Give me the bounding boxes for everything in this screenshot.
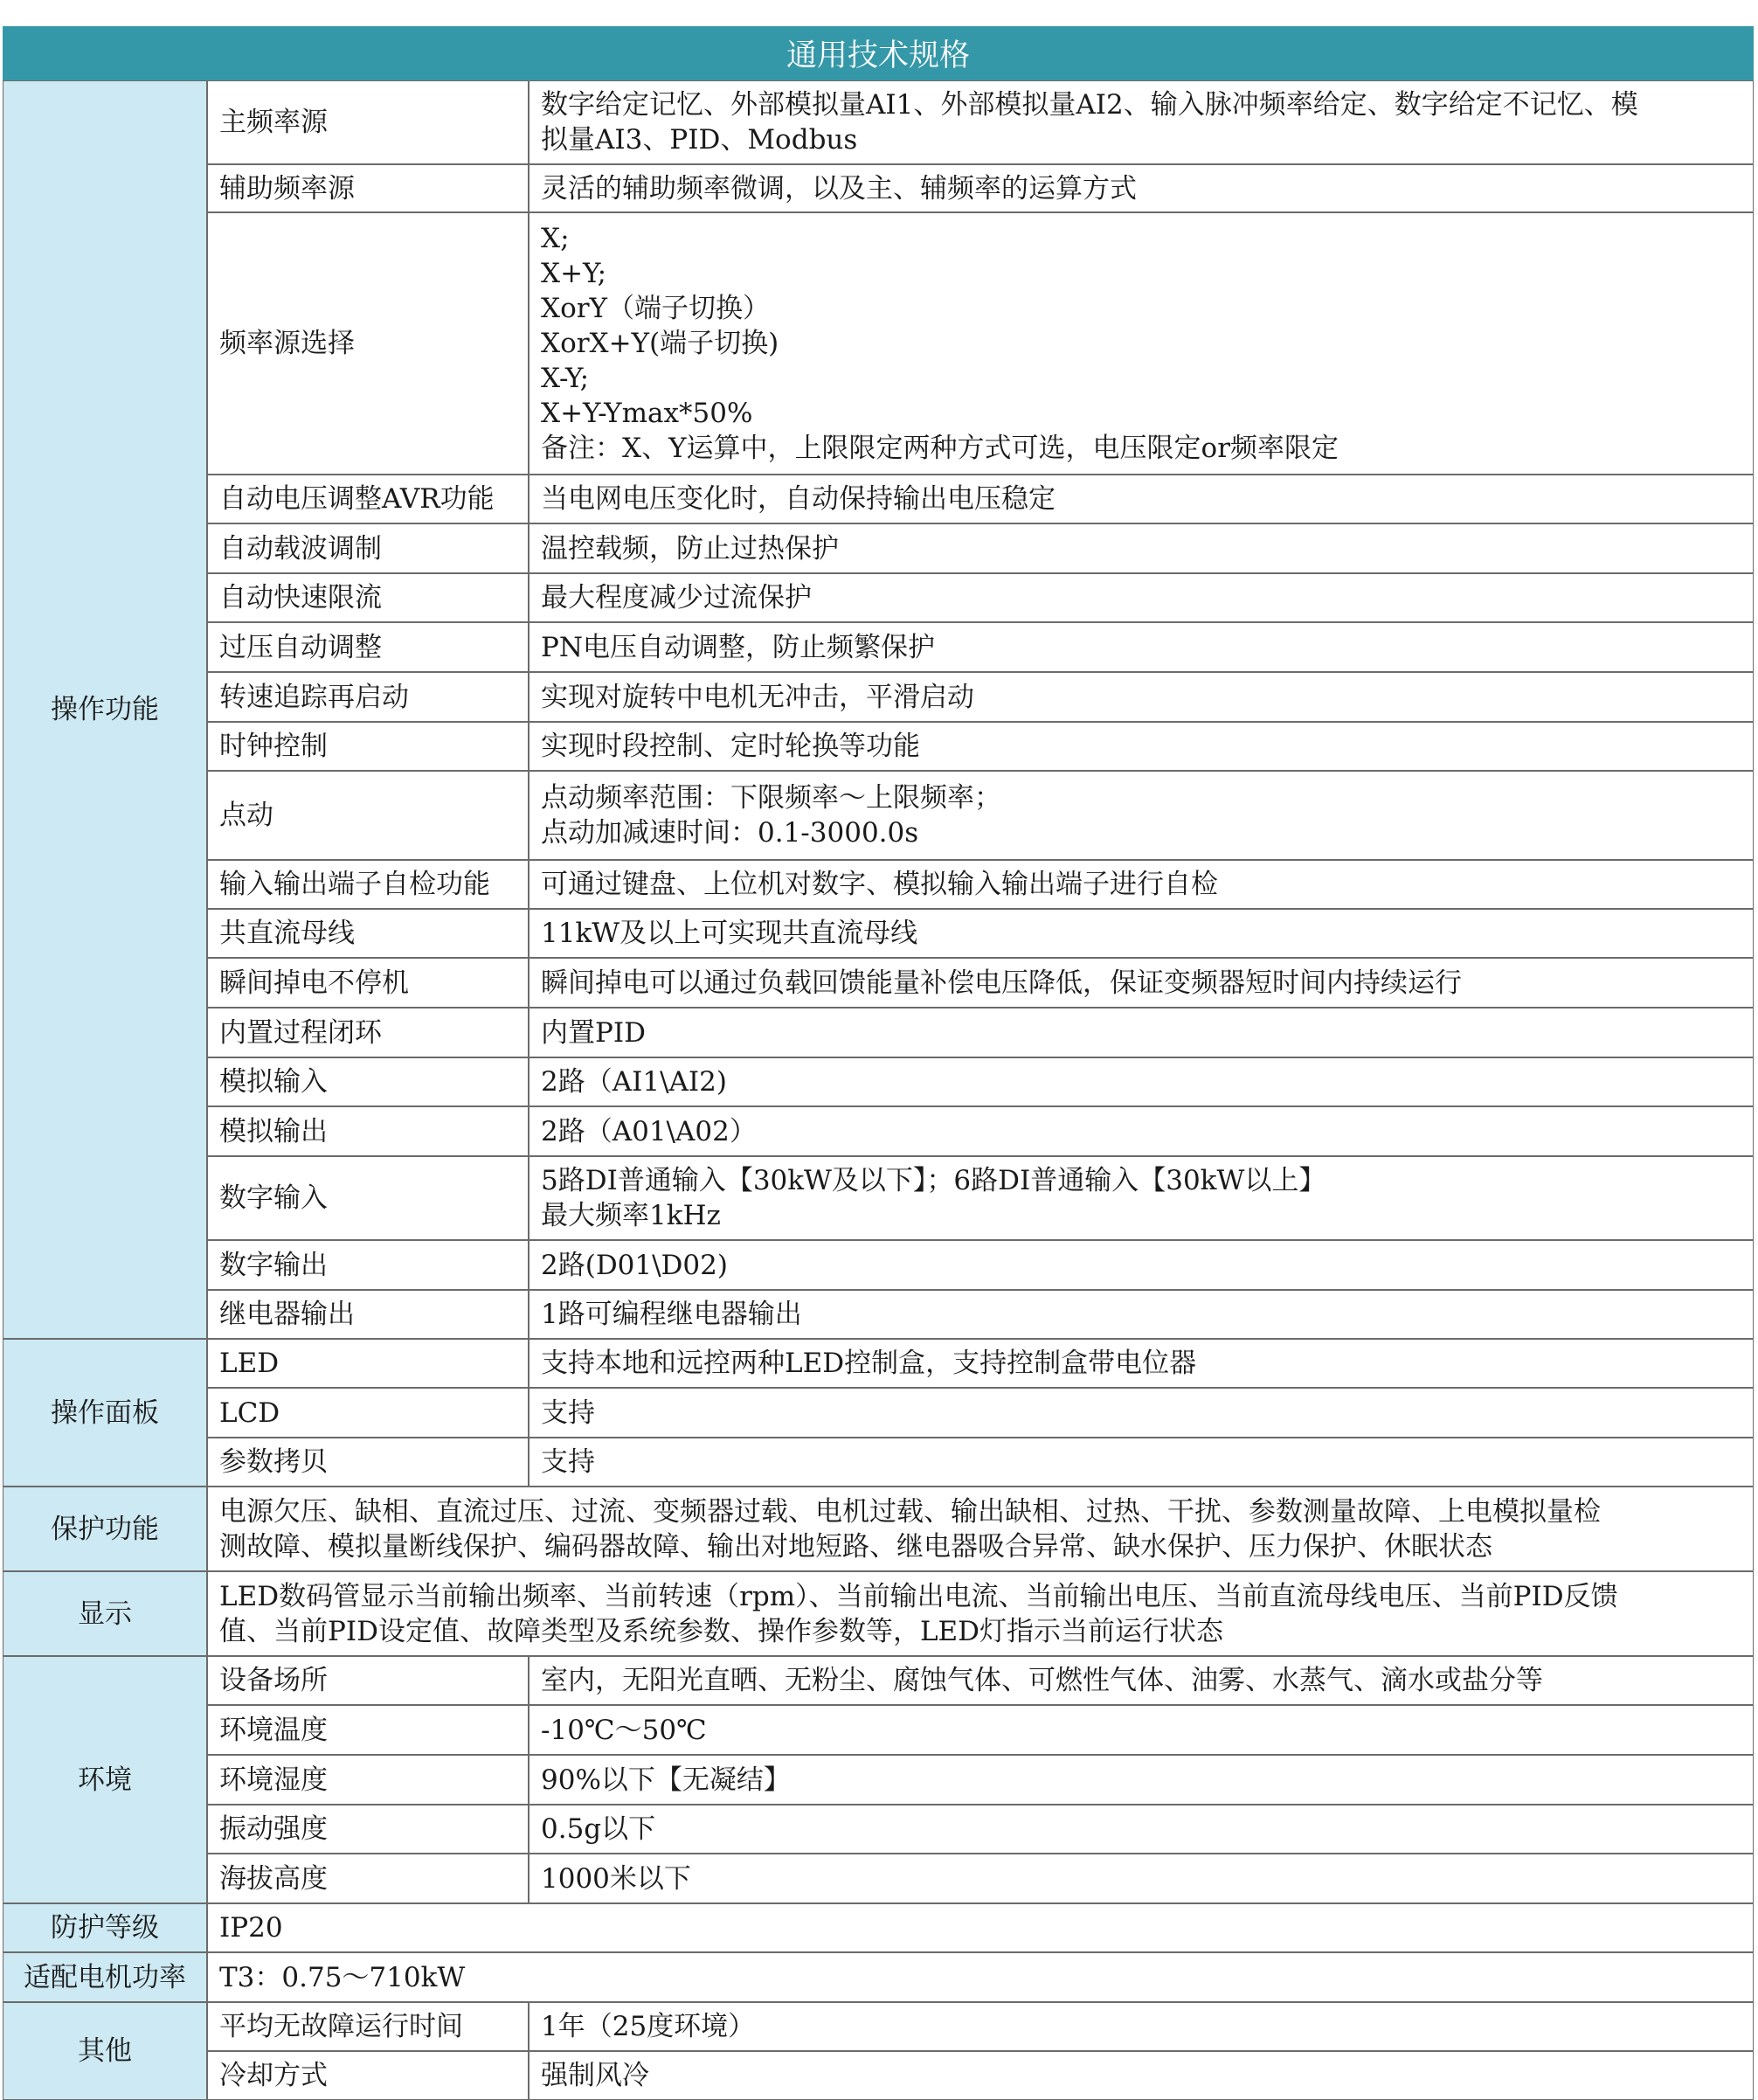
item-other [207, 2051, 529, 2100]
desc-operation-text: 2路（A01\A02） [541, 1115, 757, 1147]
item-operation [207, 80, 529, 164]
desc-panel-text: 支持 [541, 1397, 595, 1429]
item-environment-text: 海拔高度 [219, 1862, 328, 1895]
item-operation-text: 过压自动调整 [219, 631, 382, 663]
desc-environment-text: -10℃～50℃ [541, 1714, 707, 1746]
item-operation-text: 输入输出端子自检功能 [219, 869, 490, 900]
category-protection-text: 保护功能 [51, 1513, 159, 1545]
item-other-text: 平均无故障运行时间 [219, 2011, 463, 2042]
item-operation [207, 1156, 529, 1240]
category-motor [3, 1952, 207, 2002]
item-operation-text: 频率源选择 [219, 328, 355, 359]
desc-operation [529, 212, 1754, 475]
desc-environment [529, 1656, 1754, 1705]
desc-panel [529, 1388, 1754, 1438]
desc-operation [529, 1008, 1754, 1057]
desc-motor [207, 1952, 1754, 2002]
desc-operation-text: 瞬间掉电可以通过负载回馈能量补偿电压降低，保证变频器短时间内持续运行 [541, 967, 1462, 999]
item-operation [207, 164, 529, 212]
desc-operation-text: 可通过键盘、上位机对数字、模拟输入输出端子进行自检 [541, 869, 1218, 900]
desc-operation [529, 958, 1754, 1008]
desc-motor-text: T3：0.75～710kW [219, 1961, 466, 1993]
category-other-text: 其他 [78, 2035, 132, 2067]
desc-operation [529, 860, 1754, 909]
item-panel-text: LED [219, 1348, 280, 1379]
desc-panel-text: 支持 [541, 1446, 595, 1478]
category-ingress [3, 1903, 207, 1952]
category-panel-text: 操作面板 [51, 1397, 159, 1429]
desc-operation-text: 11kW及以上可实现共直流母线 [541, 918, 918, 949]
desc-operation [529, 164, 1754, 212]
desc-operation-text: 最大程度减少过流保护 [541, 582, 812, 613]
desc-environment-text: 室内，无阳光直晒、无粉尘、腐蚀气体、可燃性气体、油雾、水蒸气、滴水或盐分等 [541, 1665, 1543, 1696]
item-operation-text: 数字输出 [219, 1249, 328, 1281]
item-operation [207, 1240, 529, 1290]
desc-environment [529, 1705, 1754, 1755]
item-environment-text: 设备场所 [219, 1665, 328, 1696]
item-environment [207, 1705, 529, 1755]
item-operation [207, 475, 529, 523]
item-operation-text: 自动电压调整AVR功能 [219, 483, 495, 515]
desc-operation-text: 当电网电压变化时，自动保持输出电压稳定 [541, 483, 1055, 515]
item-environment-text: 环境温度 [219, 1714, 328, 1746]
desc-operation [529, 1290, 1754, 1339]
desc-environment [529, 1854, 1754, 1903]
desc-operation [529, 672, 1754, 722]
item-operation-text: 共直流母线 [219, 918, 355, 949]
category-display [3, 1571, 207, 1656]
desc-operation-text: 5路DI普通输入【30kW及以下】；6路DI普通输入【30kW以上】 最大频率1kHz [541, 1165, 1326, 1231]
desc-protection [207, 1487, 1754, 1571]
desc-operation [529, 722, 1754, 771]
item-panel [207, 1388, 529, 1438]
item-operation [207, 1290, 529, 1339]
desc-operation-text: 实现对旋转中电机无冲击，平滑启动 [541, 681, 974, 713]
desc-display-text: LED数码管显示当前输出频率、当前转速（rpm）、当前输出电流、当前输出电压、当前直流母线电压、当前PID反馈 值、当前PID设定值、故障类型及系统参数、操作参数等，LED灯指示当前运行状态 [219, 1580, 1618, 1647]
item-operation [207, 860, 529, 909]
desc-operation-text: X; X+Y; XorY（端子切换） XorX+Y(端子切换) X-Y; X+Y-Ymax*50% 备注：X、Y运算中，上限限定两种方式可选，电压限定or频率限定 [541, 223, 1339, 464]
item-environment-text: 振动强度 [219, 1813, 328, 1845]
desc-operation-text: 点动频率范围：下限频率～上限频率； 点动加减速时间：0.1-3000.0s [541, 782, 1001, 849]
desc-panel [529, 1339, 1754, 1388]
item-environment [207, 1854, 529, 1903]
item-operation [207, 771, 529, 860]
item-operation [207, 909, 529, 958]
category-environment-text: 环境 [78, 1764, 132, 1796]
desc-other [529, 2002, 1754, 2051]
item-operation-text: 内置过程闭环 [219, 1016, 382, 1049]
desc-other [529, 2051, 1754, 2100]
item-operation [207, 212, 529, 475]
item-operation [207, 1008, 529, 1057]
desc-operation [529, 1106, 1754, 1156]
item-operation-text: 模拟输入 [219, 1066, 328, 1098]
item-operation-text: 点动 [219, 800, 273, 831]
desc-operation-text: 实现时段控制、定时轮换等功能 [541, 731, 920, 762]
desc-operation-text: 温控载频，防止过热保护 [541, 532, 839, 565]
item-operation [207, 722, 529, 771]
item-operation [207, 1106, 529, 1156]
item-other [207, 2002, 529, 2051]
item-operation-text: 辅助频率源 [219, 172, 355, 204]
item-environment-text: 环境湿度 [219, 1764, 328, 1796]
item-other-text: 冷却方式 [219, 2060, 328, 2091]
desc-operation [529, 909, 1754, 958]
category-environment [3, 1656, 207, 1903]
desc-operation [529, 622, 1754, 672]
desc-operation-text: 内置PID [541, 1016, 646, 1049]
desc-other-text: 强制风冷 [541, 2060, 649, 2091]
item-operation [207, 1057, 529, 1106]
category-motor-text: 适配电机功率 [24, 1961, 186, 1993]
desc-environment [529, 1755, 1754, 1805]
desc-operation [529, 573, 1754, 622]
category-display-text: 显示 [78, 1598, 132, 1630]
desc-ingress-text: IP20 [219, 1912, 283, 1944]
item-operation [207, 622, 529, 672]
item-operation-text: 继电器输出 [219, 1299, 355, 1330]
desc-operation-text: 2路（AI1\AI2) [541, 1066, 727, 1098]
item-operation [207, 672, 529, 722]
item-operation-text: 自动载波调制 [219, 532, 382, 565]
item-panel-text: LCD [219, 1397, 280, 1429]
category-other [3, 2002, 207, 2100]
desc-operation-text: 数字给定记忆、外部模拟量AI1、外部模拟量AI2、输入脉冲频率给定、数字给定不记忆、模 拟量AI3、PID、Modbus [541, 89, 1638, 156]
desc-operation [529, 1156, 1754, 1240]
desc-display [207, 1571, 1754, 1656]
desc-operation [529, 771, 1754, 860]
item-operation-text: 模拟输出 [219, 1115, 328, 1147]
item-environment [207, 1656, 529, 1705]
table-title-text: 通用技术规格 [786, 38, 970, 73]
desc-operation [529, 523, 1754, 573]
desc-operation-text: PN电压自动调整，防止频繁保护 [541, 631, 935, 663]
item-panel [207, 1339, 529, 1388]
table-title [3, 26, 1754, 80]
item-operation-text: 瞬间掉电不停机 [219, 967, 409, 999]
item-operation-text: 数字输入 [219, 1182, 328, 1214]
desc-panel-text: 支持本地和远控两种LED控制盒，支持控制盒带电位器 [541, 1348, 1197, 1379]
item-operation-text: 自动快速限流 [219, 582, 382, 613]
item-environment [207, 1755, 529, 1805]
desc-other-text: 1年（25度环境） [541, 2011, 756, 2042]
desc-panel [529, 1438, 1754, 1487]
desc-operation-text: 灵活的辅助频率微调，以及主、辅频率的运算方式 [541, 172, 1137, 204]
desc-environment-text: 0.5g以下 [541, 1813, 656, 1845]
desc-operation-text: 2路(D01\D02) [541, 1249, 728, 1281]
category-panel [3, 1339, 207, 1487]
item-operation-text: 主频率源 [219, 107, 328, 138]
item-operation [207, 958, 529, 1008]
item-operation-text: 转速追踪再启动 [219, 681, 409, 713]
category-ingress-text: 防护等级 [51, 1912, 159, 1944]
item-panel [207, 1438, 529, 1487]
item-operation [207, 523, 529, 573]
desc-operation [529, 1057, 1754, 1106]
category-operation [3, 80, 207, 1339]
category-protection [3, 1487, 207, 1571]
item-operation-text: 时钟控制 [219, 731, 328, 762]
item-panel-text: 参数拷贝 [219, 1446, 328, 1478]
item-environment [207, 1805, 529, 1854]
category-operation-text: 操作功能 [51, 694, 159, 725]
desc-operation-text: 1路可编程继电器输出 [541, 1299, 802, 1330]
desc-ingress [207, 1903, 1754, 1952]
desc-environment-text: 1000米以下 [541, 1862, 691, 1895]
item-operation [207, 573, 529, 622]
desc-operation [529, 475, 1754, 523]
desc-operation [529, 80, 1754, 164]
desc-environment-text: 90%以下【无凝结】 [541, 1764, 791, 1796]
desc-protection-text: 电源欠压、缺相、直流过压、过流、变频器过载、电机过载、输出缺相、过热、干扰、参数测量故障、上电模拟量检 测故障、模拟量断线保护、编码器故障、输出对地短路、继电器吸合异常、缺水保护、压力保护、休眠状态 [219, 1495, 1601, 1563]
desc-operation [529, 1240, 1754, 1290]
desc-environment [529, 1805, 1754, 1854]
